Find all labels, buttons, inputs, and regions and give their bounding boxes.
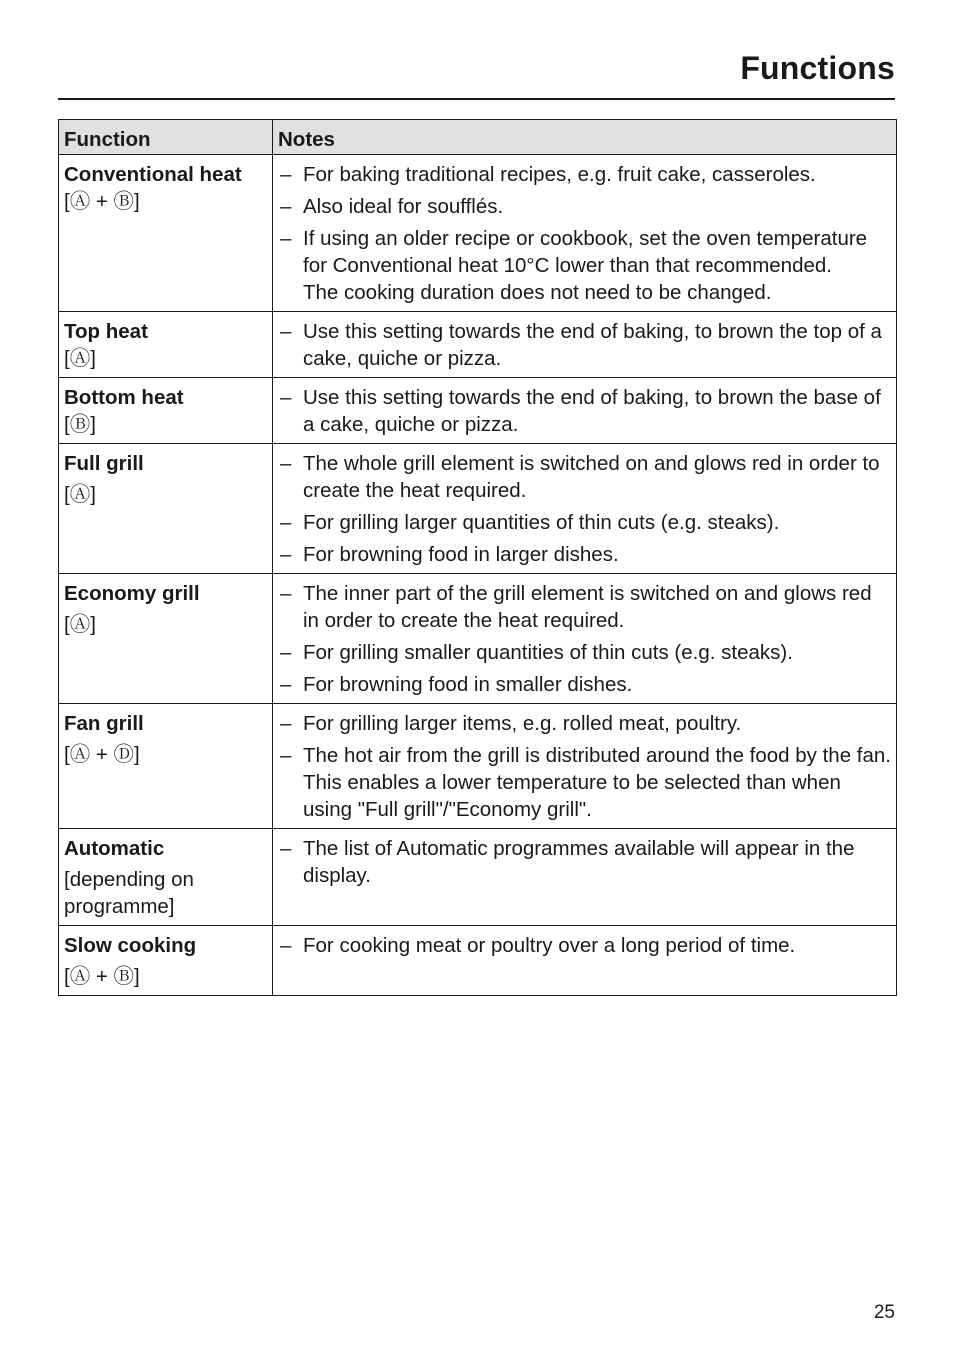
notes-cell (273, 155, 897, 312)
notes-list (278, 318, 891, 372)
functions-table (58, 119, 897, 996)
table-row (59, 312, 897, 378)
column-header-function: Function (59, 120, 273, 155)
note-item: – The inner part of the grill element is switched on and glows red in order to create the heat required. (278, 580, 891, 634)
table-row (59, 704, 897, 829)
function-symbol: [Ⓑ] (64, 413, 96, 436)
notes-list (278, 384, 891, 438)
function-cell (59, 155, 273, 312)
note-text-continued: The cooking duration does not need to be changed. (303, 281, 772, 304)
function-name: Fan grill (64, 712, 144, 735)
note-item: – Use this setting towards the end of baking, to brown the top of a cake, quiche or pizza. (278, 318, 891, 372)
table-row (59, 574, 897, 704)
note-item: – For baking traditional recipes, e.g. fruit cake, casseroles. (278, 161, 891, 188)
function-symbol: [depending on programme] (64, 868, 194, 918)
function-cell (59, 378, 273, 444)
note-item: – For grilling smaller quantities of thin cuts (e.g. steaks). (278, 639, 891, 666)
function-symbol: [Ⓐ] (64, 483, 96, 506)
notes-list (278, 580, 891, 698)
function-symbol: [Ⓐ] (64, 613, 96, 636)
notes-list (278, 932, 891, 959)
table-row (59, 829, 897, 926)
function-symbol: [Ⓐ + Ⓑ] (64, 965, 140, 988)
notes-cell (273, 312, 897, 378)
function-name: Automatic (64, 837, 165, 860)
note-item: – For grilling larger quantities of thin cuts (e.g. steaks). (278, 509, 891, 536)
notes-cell (273, 926, 897, 996)
function-name: Slow cooking (64, 934, 197, 957)
notes-list (278, 835, 891, 889)
function-name: Bottom heat (64, 386, 184, 409)
function-symbol: [Ⓐ] (64, 347, 96, 370)
table-header-row (59, 120, 897, 155)
title-divider (58, 98, 895, 100)
table-row (59, 155, 897, 312)
table-row (59, 378, 897, 444)
note-item: – For cooking meat or poultry over a long period of time. (278, 932, 891, 959)
function-name: Top heat (64, 320, 148, 343)
function-name: Economy grill (64, 582, 200, 605)
table-row (59, 926, 897, 996)
table-row (59, 444, 897, 574)
function-symbol: [Ⓐ + Ⓑ] (64, 190, 140, 213)
function-cell (59, 704, 273, 829)
column-header-notes: Notes (273, 120, 897, 155)
note-item: – For browning food in smaller dishes. (278, 671, 891, 698)
function-cell (59, 926, 273, 996)
function-cell (59, 312, 273, 378)
function-name: Conventional heat (64, 163, 242, 186)
note-item: – Also ideal for soufflés. (278, 193, 891, 220)
note-item (278, 225, 891, 306)
notes-cell (273, 829, 897, 926)
note-item: – The hot air from the grill is distributed around the food by the fan. This enables a lower temperature to be selected than when using "Full grill"/"Economy grill". (278, 742, 891, 823)
function-symbol: [Ⓐ + Ⓓ] (64, 743, 140, 766)
note-item: – The whole grill element is switched on and glows red in order to create the heat required. (278, 450, 891, 504)
note-text: If using an older recipe or cookbook, set the oven temperature for Conventional heat 10°C lower than that recommended. (303, 227, 868, 277)
page-number: 25 (873, 1302, 895, 1323)
function-cell (59, 444, 273, 574)
notes-cell (273, 444, 897, 574)
notes-list (278, 161, 891, 306)
note-item: – For browning food in larger dishes. (278, 541, 891, 568)
function-name: Full grill (64, 452, 144, 475)
notes-list (278, 450, 891, 568)
notes-cell (273, 704, 897, 829)
function-cell (59, 574, 273, 704)
notes-cell (273, 574, 897, 704)
note-item: – Use this setting towards the end of baking, to brown the base of a cake, quiche or pizza. (278, 384, 891, 438)
note-item: – The list of Automatic programmes available will appear in the display. (278, 835, 891, 889)
function-cell (59, 829, 273, 926)
notes-list (278, 710, 891, 823)
notes-cell (273, 378, 897, 444)
note-item: – For grilling larger items, e.g. rolled meat, poultry. (278, 710, 891, 737)
page-title: Functions (740, 50, 895, 86)
